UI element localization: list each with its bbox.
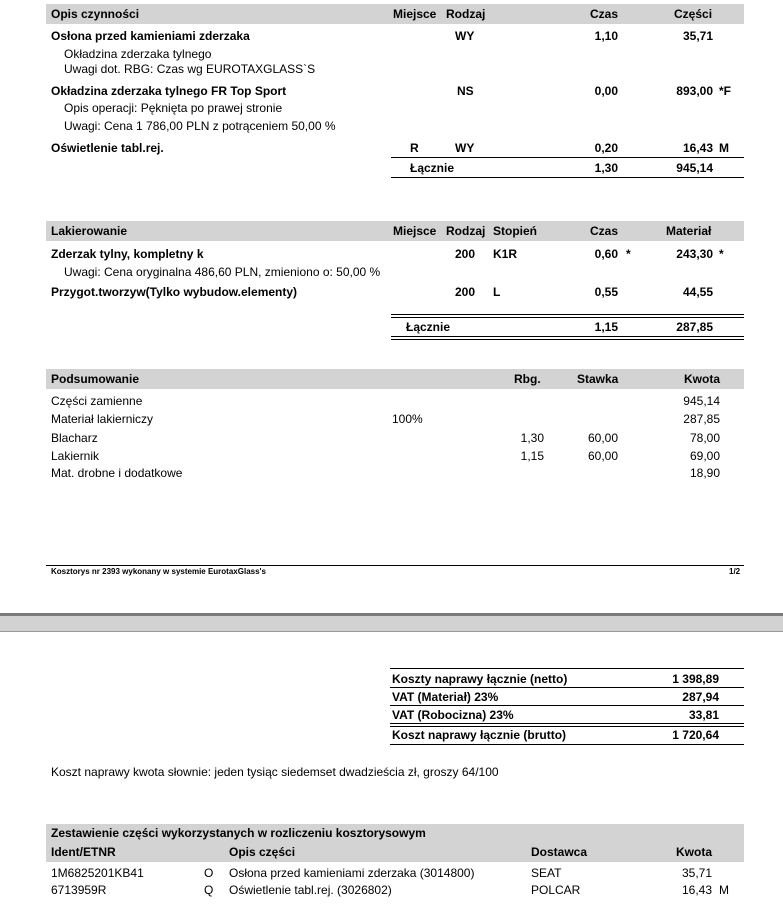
footer-line (46, 565, 744, 566)
summary-header-stawka: Stawka (577, 372, 619, 386)
ops-item1-rodzaj: WY (455, 29, 475, 43)
summary-row-label: Materiał lakierniczy (51, 412, 154, 426)
summary-row-kwota: 945,14 (683, 394, 720, 408)
costs-line (390, 705, 744, 706)
summary-row-stawka: 60,00 (587, 449, 618, 463)
ops-total-label: Łącznie (410, 161, 455, 175)
summary-header (46, 369, 744, 389)
ops-item3-miejsce: R (410, 141, 419, 155)
ops-item2-czesci: 893,00 (676, 84, 713, 98)
summary-row-label: Blacharz (51, 431, 98, 445)
page-separator (0, 616, 783, 631)
costs-line (390, 687, 744, 688)
costs-double-line (390, 723, 744, 727)
summary-row-kwota: 287,85 (683, 412, 720, 426)
summary-row-label: Lakiernik (51, 449, 100, 463)
summary-row-stawka: 60,00 (587, 431, 618, 445)
costs-netto-label: Koszty naprawy łącznie (netto) (392, 672, 568, 686)
summary-row-rbg: 1,15 (520, 449, 544, 463)
costs-vat-labor-label: VAT (Robocizna) 23% (392, 708, 514, 722)
ops-header-czesci: Części (674, 7, 713, 21)
ops-total-line (391, 157, 744, 158)
summary-row-pct: 100% (392, 412, 423, 426)
costs-vat-material-label: VAT (Materiał) 23% (392, 690, 499, 704)
costs-netto-value: 1 398,89 (672, 672, 719, 686)
paint-item2-material: 44,55 (682, 285, 713, 299)
ops-item2-czas: 0,00 (594, 84, 618, 98)
ops-header-opis: Opis czynności (51, 7, 140, 21)
parts-row-dostawca: POLCAR (531, 883, 581, 897)
parts-header-dostawca: Dostawca (531, 845, 588, 859)
summary-header-kwota: Kwota (684, 372, 720, 386)
paint-item1-material-flag: * (719, 247, 724, 261)
summary-header-title: Podsumowanie (51, 372, 140, 386)
paint-item1-stopien: K1R (493, 247, 518, 261)
ops-item3-rodzaj: WY (455, 141, 475, 155)
cost-in-words: Koszt naprawy kwota słownie: jeden tysiąc siedemset dwadzieścia zł, groszy 64/100 (51, 765, 499, 779)
ops-item3-czesci: 16,43 (682, 141, 713, 155)
ops-total-czesci: 945,14 (676, 161, 713, 175)
parts-row-kwota: 16,43 (681, 883, 712, 897)
parts-header-kwota: Kwota (676, 845, 712, 859)
parts-row-ident: 6713959R (51, 883, 107, 897)
page-separator-shadow (0, 631, 783, 632)
paint-header-czas: Czas (590, 224, 619, 238)
parts-title: Zestawienie części wykorzystanych w rozliczeniu kosztorysowym (51, 826, 426, 840)
parts-row-code: Q (204, 883, 214, 897)
costs-brutto-value: 1 720,64 (672, 728, 719, 742)
summary-row-label: Mat. drobne i dodatkowe (51, 466, 183, 480)
parts-row-ident: 1M6825201KB41 (51, 866, 144, 880)
costs-vat-labor-value: 33,81 (688, 708, 719, 722)
ops-header-miejsce: Miejsce (393, 7, 437, 21)
ops-header-rodzaj: Rodzaj (446, 7, 486, 21)
paint-item2-name: Przygot.tworzyw(Tylko wybudow.elementy) (51, 285, 298, 299)
ops-item2-name: Okładzina zderzaka tylnego FR Top Sport (51, 84, 287, 98)
ops-total-bottom-line (391, 177, 744, 178)
costs-top-line (390, 668, 744, 669)
summary-row-kwota: 18,90 (689, 466, 720, 480)
parts-row-flag: M (719, 883, 729, 897)
ops-item2-flag: *F (719, 84, 731, 98)
parts-row-code: O (204, 866, 214, 880)
paint-header-miejsce: Miejsce (393, 224, 437, 238)
ops-item1-czas: 1,10 (594, 29, 618, 43)
paint-header-opis: Lakierowanie (51, 224, 128, 238)
paint-header-stopien: Stopień (493, 224, 537, 238)
parts-row-opis: Osłona przed kamieniami zderzaka (3014800) (229, 866, 475, 880)
paint-item2-stopien: L (493, 285, 501, 299)
ops-item2-sub1: Opis operacji: Pęknięta po prawej stronie (64, 101, 283, 115)
footer-text: Kosztorys nr 2393 wykonany w systemie EurotaxGlass's (51, 567, 266, 576)
ops-item1-czesci: 35,71 (682, 29, 713, 43)
paint-item1-name: Zderzak tylny, kompletny k (51, 247, 204, 261)
ops-header-czas: Czas (590, 7, 619, 21)
paint-item1-czas: 0,60 (594, 247, 618, 261)
paint-total-label: Łącznie (406, 320, 451, 334)
paint-total-bottom-line (391, 336, 744, 340)
parts-header-opis: Opis części (229, 845, 296, 859)
ops-item3-czas: 0,20 (594, 141, 618, 155)
paint-total-line (391, 314, 744, 318)
summary-row-kwota: 69,00 (689, 449, 720, 463)
ops-item1-name: Osłona przed kamieniami zderzaka (51, 29, 250, 43)
ops-item3-name: Oświetlenie tabl.rej. (51, 141, 164, 155)
ops-item1-sub2: Uwagi dot. RBG: Czas wg EUROTAXGLASS`S (64, 62, 316, 76)
paint-item2-rodzaj: 200 (455, 285, 476, 299)
paint-item1-czas-flag: * (626, 247, 631, 261)
ops-item1-sub1: Okładzina zderzaka tylnego (64, 47, 212, 61)
paint-item1-sub1: Uwagi: Cena oryginalna 486,60 PLN, zmieniono o: 50,00 % (64, 265, 381, 279)
summary-row-kwota: 78,00 (689, 431, 720, 445)
summary-row-rbg: 1,30 (520, 431, 544, 445)
paint-header-material: Materiał (666, 224, 712, 238)
paint-total-czas: 1,15 (594, 320, 618, 334)
paint-item1-rodzaj: 200 (455, 247, 476, 261)
costs-brutto-label: Koszt naprawy łącznie (brutto) (392, 728, 567, 742)
parts-header-ident: Ident/ETNR (51, 845, 116, 859)
costs-vat-material-value: 287,94 (682, 690, 719, 704)
parts-row-opis: Oświetlenie tabl.rej. (3026802) (229, 883, 392, 897)
ops-item2-sub2: Uwagi: Cena 1 786,00 PLN z potrąceniem 50,00 % (64, 119, 336, 133)
summary-header-rbg: Rbg. (514, 372, 541, 386)
paint-total-material: 287,85 (676, 320, 713, 334)
summary-row-label: Części zamienne (51, 394, 143, 408)
paint-header-rodzaj: Rodzaj (446, 224, 486, 238)
ops-item3-flag: M (719, 141, 729, 155)
ops-item2-rodzaj: NS (457, 84, 474, 98)
paint-item2-czas: 0,55 (594, 285, 618, 299)
paint-item1-material: 243,30 (676, 247, 713, 261)
footer-page: 1/2 (729, 567, 741, 576)
costs-bottom-line (390, 744, 744, 745)
ops-total-czas: 1,30 (594, 161, 618, 175)
parts-row-kwota: 35,71 (681, 866, 712, 880)
parts-row-dostawca: SEAT (531, 866, 562, 880)
